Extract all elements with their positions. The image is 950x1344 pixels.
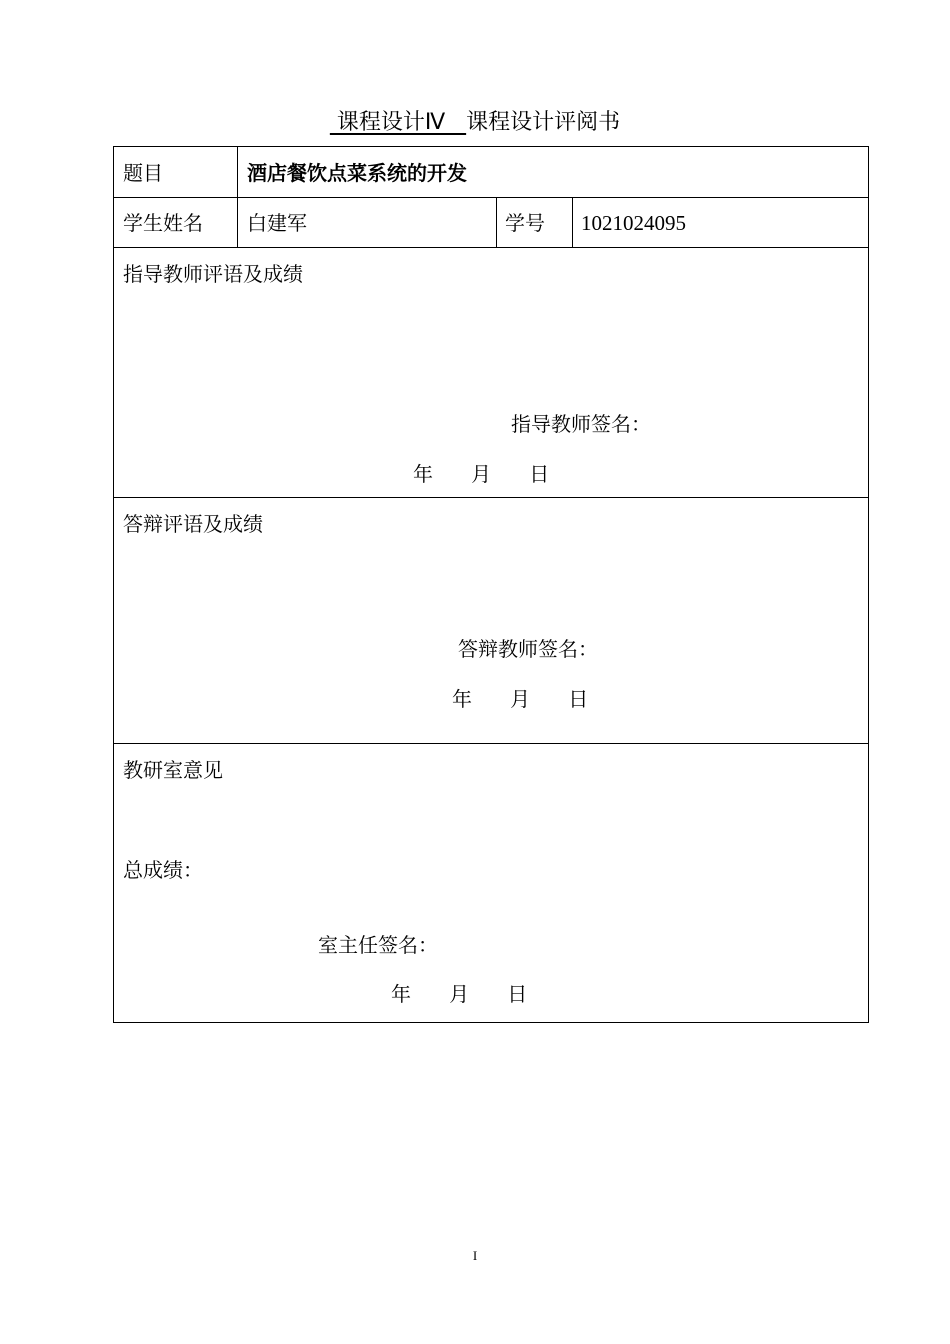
document-title: 课程设计评阅书 — [466, 110, 621, 135]
office-date-line: 年 月 日 — [391, 982, 528, 1006]
column-divider — [237, 147, 238, 247]
column-divider — [496, 197, 497, 247]
office-opinion-heading: 教研室意见 — [123, 758, 223, 782]
topic-label: 题目 — [123, 161, 163, 185]
defense-date-line: 年 月 日 — [452, 687, 589, 711]
advisor-signature-label: 指导教师签名： — [511, 412, 651, 436]
row-divider — [114, 197, 868, 198]
student-id-value: 1021024095 — [581, 211, 686, 235]
student-name-label: 学生姓名 — [123, 211, 203, 235]
row-divider — [114, 743, 868, 744]
defense-signature-label: 答辩教师签名： — [458, 637, 598, 661]
total-score-label: 总成绩： — [123, 858, 203, 882]
page-title — [0, 107, 950, 139]
student-name-value: 白建军 — [247, 211, 307, 235]
review-form-table — [113, 146, 869, 1023]
student-id-label: 学号 — [505, 211, 545, 235]
row-divider — [114, 247, 868, 248]
advisor-comments-heading: 指导教师评语及成绩 — [123, 262, 303, 286]
office-director-signature-label: 室主任签名： — [318, 933, 438, 957]
advisor-date-line: 年 月 日 — [413, 462, 550, 486]
row-divider — [114, 497, 868, 498]
column-divider — [572, 197, 573, 247]
page-number: I — [472, 1248, 478, 1263]
topic-value: 酒店餐饮点菜系统的开发 — [247, 161, 467, 185]
defense-comments-heading: 答辩评语及成绩 — [123, 512, 263, 536]
course-name: 课程设计Ⅳ — [329, 110, 467, 135]
